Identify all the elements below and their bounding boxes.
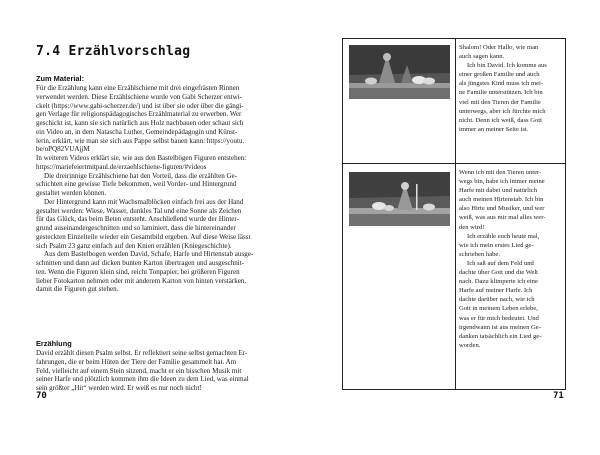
text-line: immer an meiner Seite ist. <box>459 125 529 133</box>
text-line: dachte über Gott und die Welt <box>459 269 538 277</box>
text-line: weiß, was aus mir mal alles wer- <box>459 214 546 222</box>
text-line: irgendwann ist aus meinen Ge- <box>459 323 541 331</box>
text-line: In weiteren Videos erklärt sie, wie aus den Bastelbögen Figuren entstehen: <box>36 154 247 162</box>
text-line: lieber Fotokarton nehmen oder mit anderem Karton von hinten verstärken, <box>36 276 247 285</box>
text-line: verwendet werden. Diese Erzählschiene wurde von Gabi Scherzer entwi- <box>36 92 243 101</box>
url-line: https://mariefeiertmitpaul.de/erzaehlschiene-figuren/#videos <box>36 162 207 171</box>
text-line: Die dreirinnige Erzählschiene hat den Vorteil, dass die erzählten Ge- <box>44 171 238 180</box>
text-line: schrieben habe. <box>459 250 501 258</box>
story-photo-shepherd <box>349 172 450 226</box>
text-line: Wenn ich mit den Tieren unter- <box>459 169 542 176</box>
text-line: gestaltet werden können. <box>36 189 107 197</box>
material-heading: Zum Material: <box>36 74 85 83</box>
text-line: gen Verlage für religionspädagogisches Erzählmaterial zu erwerben. Wer <box>36 110 242 119</box>
text-line: was er für mich bedeutet. Und <box>459 314 539 322</box>
text-line: schichten eine gewisse Tiefe bekommen, weil Vorder- und Hintergrund <box>36 180 237 189</box>
text-line: auch meinen Hirtenstab. Ich bin <box>459 196 544 204</box>
text-line: geschickt ist, kann sie sich natürlich aus Holz nachbauen oder schaut sich <box>36 119 244 127</box>
story-photo-david-intro <box>349 45 450 99</box>
text-line: Aus dem Bastelbogen werden David, Schafe, Harfe und Hirtenstab ausge- <box>44 250 254 259</box>
text-line: dachte darüber nach, wie ich <box>459 296 535 304</box>
text-line: nicht. Denn ich weiß, dass Gott <box>459 116 542 124</box>
text-line: für das Glück, das beim Beten entsteht. Anschließend wurde der Hinter- <box>36 215 239 224</box>
text-line: lerin, erklärt, wie man sie sich aus Pappe selbst bauen kann: https://youtu. <box>36 136 245 145</box>
text-line: Shalom! Oder Hallo, wie man <box>459 44 539 51</box>
text-line: Der Hintergrund kann mit Wachsmalblöcken einfach frei aus der Hand <box>44 197 244 206</box>
text-line: Für die Erzählung kann eine Erzählschiene mit drei eingefrästen Rinnen <box>36 84 240 92</box>
text-line: ne Familie unterstützen. Ich bin <box>459 89 543 97</box>
text-line: Ich bin David. Ich komme aus <box>467 62 547 70</box>
material-paragraph <box>36 84 282 294</box>
text-line: wie ich mein erstes Lied ge- <box>459 241 534 249</box>
story-paragraph <box>36 349 282 393</box>
text-line: Gott in meinem Leben erlebe, <box>459 305 538 313</box>
text-line: einer großen Familie und auch <box>459 71 540 79</box>
text-line: grund auseinandergeschnitten und so laminiert, dass die hintereinander <box>36 224 236 232</box>
chapter-title: 7.4 Erzählvorschlag <box>36 44 191 59</box>
table-row-divider <box>343 163 565 164</box>
text-line: ten. Wenn die Figuren klein sind, reicht Tonpapier, bei größeren Figuren <box>36 267 240 276</box>
text-line: ein Video an, in dem Natascha Luther, Gemeindepädagogin und Künst- <box>36 127 238 136</box>
text-line: also Hirte und Musiker, und wer <box>459 205 545 213</box>
text-line: sein größter „Hit“ werden wird. Er weiß es nur noch nicht! <box>36 384 202 392</box>
right-page <box>300 0 600 455</box>
story-table <box>342 38 566 390</box>
text-line: seiner Harfe und plötzlich kommen ihm die Ideen zu dem Lied, was einmal <box>36 375 249 384</box>
text-line: danken tatsächlich ein Lied ge- <box>459 332 542 340</box>
text-line: Feld, vielleicht auf einem Stein sitzend, macht er ein bisschen Musik mit <box>36 366 242 375</box>
text-line: unterwegs, aber ich fürchte mich <box>459 107 546 115</box>
text-line: Harfe auf meiner Harfe. Ich <box>459 287 533 295</box>
text-line: be/oPQ82VUAjjM <box>36 145 90 154</box>
text-line: gesteckten Einzelteile wieder ein Gesamtbild ergeben. Auf diese Weise lässt <box>36 232 251 241</box>
text-line: Harfe mit dabei und natürlich <box>459 187 537 195</box>
text-line: fahrungen, die er beim Hüten der Tiere der Familie gesammelt hat. Am <box>36 357 237 366</box>
table-column-divider <box>455 39 456 389</box>
text-line: David erzählt diesen Psalm selbst. Er reflektiert seine selbst gemachten Er- <box>36 349 248 357</box>
text-line: auch sagen kann. <box>459 53 505 61</box>
cell-text-story <box>459 168 562 350</box>
text-line: den wird! <box>459 223 485 231</box>
text-line: nach. Dazu klimperte ich eine <box>459 278 538 286</box>
text-line: gestaltet werden: Wiese, Wasser, dunkles Tal und eine Sonne als Zeichen <box>36 206 242 215</box>
text-line: sich Psalm 23 ganz einfach auf den Knien erzählen (Kniegeschichte). <box>36 241 232 250</box>
text-line: schnitten und dann auf dicken bunten Karton übertragen und ausgeschnit- <box>36 259 245 267</box>
text-line: Ich erzähle euch heute mal, <box>467 232 540 240</box>
text-line: Ich saß auf dem Feld und <box>467 259 534 267</box>
text-line: wegs bin, habe ich immer meine <box>459 178 545 186</box>
text-line: worden. <box>459 341 481 349</box>
text-line: ckelt (https://www.gabi-scherzer.de/) und ist über sie oder über die gängi- <box>36 101 244 110</box>
cell-text-intro <box>459 43 562 134</box>
text-line: damit die Figuren gut stehen. <box>36 285 119 294</box>
story-heading: Erzählung <box>36 339 72 348</box>
page-number: 70 <box>36 391 47 401</box>
page-number: 71 <box>553 391 564 401</box>
text-line: als jüngstes Kind muss ich mei- <box>459 80 544 88</box>
text-line: viel mit den Tieren der Familie <box>459 98 541 106</box>
